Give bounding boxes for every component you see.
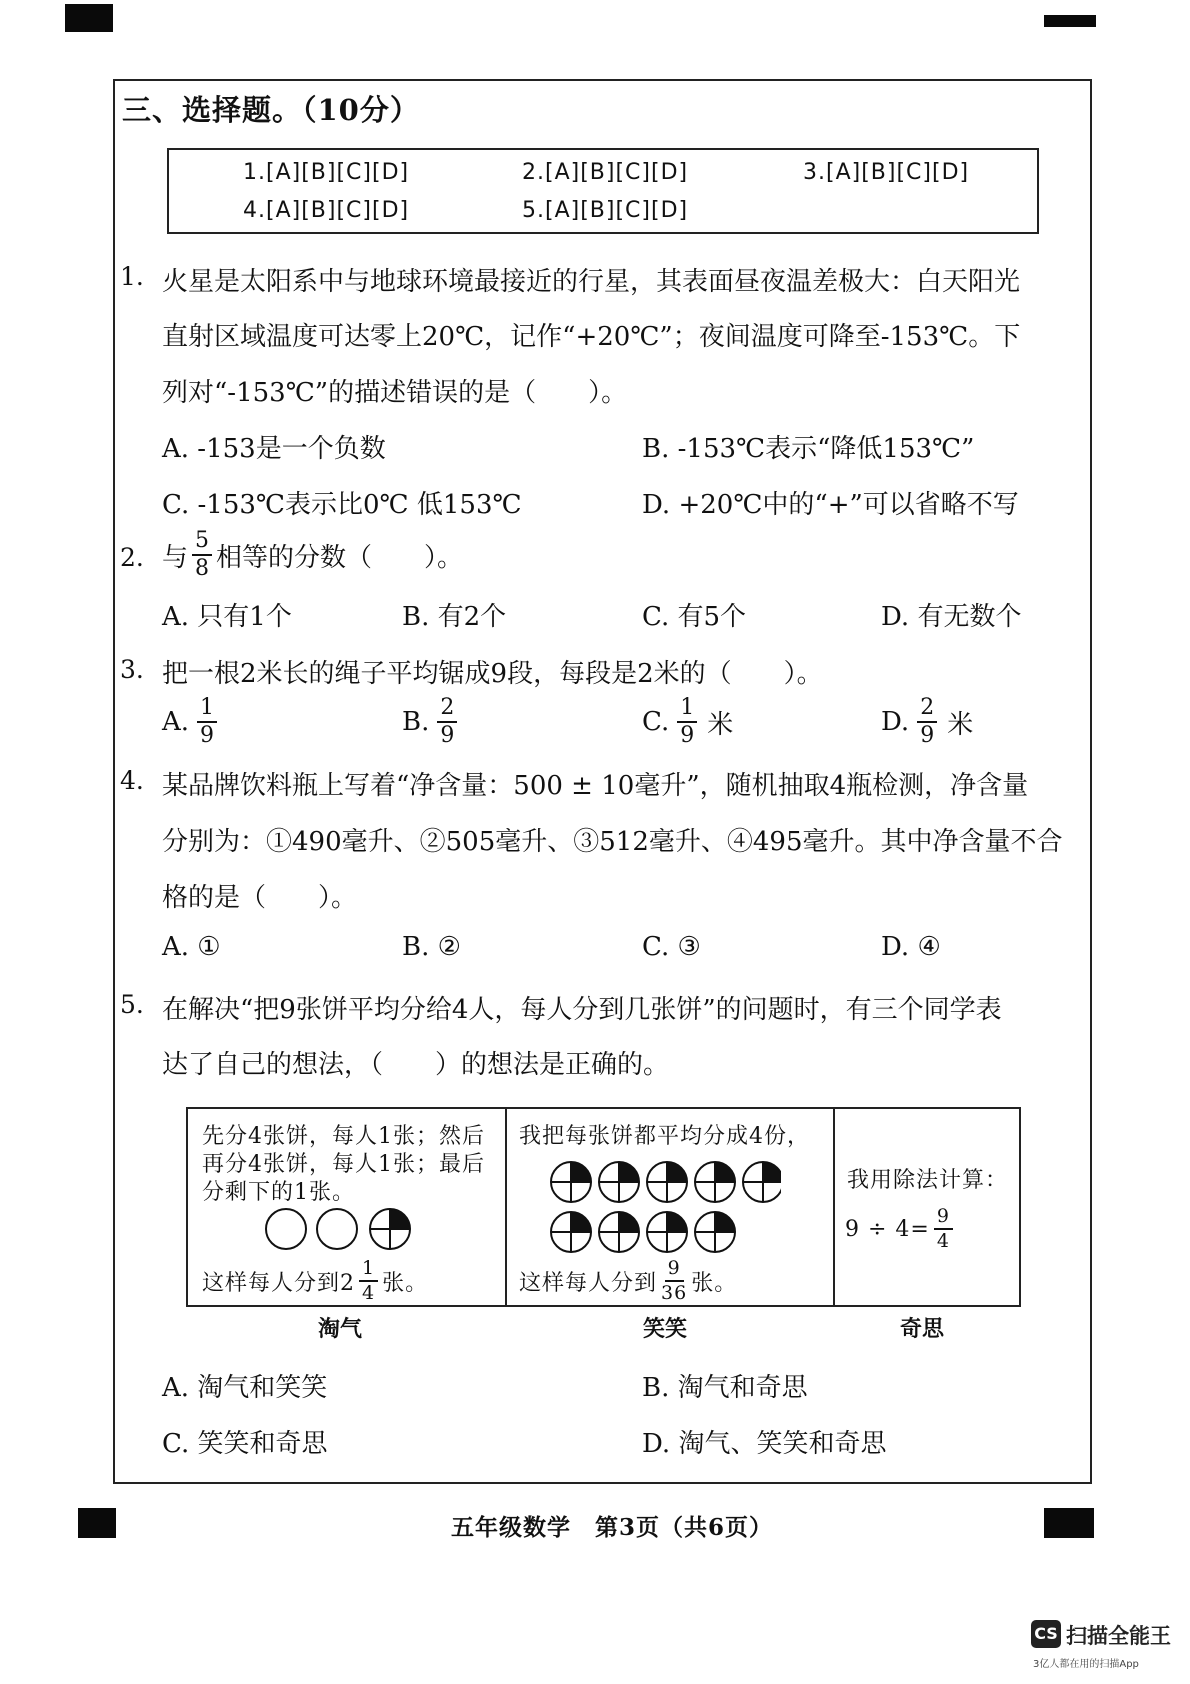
xiaoxiao-result-numerator: 9 [665, 1259, 684, 1282]
scanner-app-name: 扫描全能王 [1066, 1624, 1171, 1648]
answer-item-5[interactable]: 5.[A][B][C][D] [522, 198, 689, 223]
whole-pancake-icon [317, 1209, 357, 1249]
q4-option-c[interactable]: C. ③ [642, 932, 701, 962]
taoqi-result-post: 张。 [382, 1270, 429, 1296]
q3-option-c-denominator: 9 [680, 723, 695, 748]
taoqi-cell [188, 1109, 507, 1305]
xiaoxiao-result-denominator: 36 [661, 1282, 688, 1304]
quartered-pancake-icon [599, 1162, 639, 1202]
q1-line-3: 列对“-153℃”的描述错误的是（ ）。 [162, 378, 628, 408]
q3-option-c-fraction [677, 697, 697, 747]
q3-option-b[interactable] [402, 697, 461, 747]
taoqi-text-3: 分剩下的1张。 [202, 1180, 355, 1205]
q3-option-d[interactable] [881, 697, 973, 747]
xiaoxiao-result-pre: 这样每人分到 [519, 1270, 658, 1296]
q3-option-d-letter: D. [881, 707, 910, 737]
q4-line-1: 某品牌饮料瓶上写着“净含量：500 ± 10毫升”，随机抽取4瓶检测，净含量 [162, 771, 1029, 801]
quartered-pancake-icon [647, 1162, 687, 1202]
qisi-fraction [934, 1207, 953, 1251]
ideas-table [186, 1107, 1021, 1307]
q1-option-c[interactable]: C. -153℃表示比0℃ 低153℃ [162, 490, 522, 520]
q2-option-d[interactable]: D. 有无数个 [881, 602, 1022, 632]
q3-option-c[interactable] [642, 697, 733, 747]
taoqi-result-numerator: 1 [359, 1259, 378, 1282]
answer-item-1[interactable]: 1.[A][B][C][D] [243, 160, 410, 185]
q3-option-c-unit: 米 [707, 709, 734, 740]
q1-option-b[interactable]: B. -153℃表示“降低153℃” [642, 434, 975, 464]
q2-fraction [192, 530, 212, 580]
name-xiaoxiao: 笑笑 [643, 1316, 688, 1342]
q2-post: 相等的分数（ ）。 [216, 542, 464, 573]
quartered-pancake-icon [695, 1162, 735, 1202]
q3-option-b-numerator: 2 [437, 697, 457, 723]
q5-number: 5. [120, 990, 144, 1019]
qisi-denominator: 4 [936, 1230, 950, 1252]
quartered-pancake-icon [551, 1212, 591, 1252]
q1-option-a[interactable]: A. -153是一个负数 [162, 434, 386, 464]
q3-option-a-fraction [197, 697, 217, 747]
q2-fraction-numerator: 5 [192, 530, 212, 556]
section-title: 三、选择题。（10分） [122, 93, 420, 127]
taoqi-result [202, 1259, 428, 1303]
q3-option-d-unit: 米 [947, 709, 974, 740]
quartered-pancake-icon [551, 1162, 591, 1202]
registration-mark-bottom-right [1044, 1508, 1094, 1538]
xiaoxiao-result-post: 张。 [691, 1270, 738, 1296]
xiaoxiao-pancake-diagram [549, 1159, 781, 1259]
q4-line-3: 格的是（ ）。 [162, 883, 358, 913]
name-taoqi: 淘气 [318, 1316, 363, 1342]
q5-line-2: 达了自己的想法，（ ）的想法是正确的。 [162, 1050, 670, 1080]
xiaoxiao-result-fraction [661, 1259, 687, 1303]
name-qisi: 奇思 [900, 1316, 945, 1342]
q3-option-c-numerator: 1 [677, 697, 697, 723]
q4-line-2: 分别为：①490毫升、②505毫升、③512毫升、④495毫升。其中净含量不合 [162, 827, 1063, 857]
quartered-pancake-icon [743, 1162, 781, 1202]
q5-option-a[interactable]: A. 淘气和笑笑 [162, 1373, 328, 1403]
q3-option-a-numerator: 1 [197, 697, 217, 723]
q5-option-c[interactable]: C. 笑笑和奇思 [162, 1429, 328, 1459]
answer-sheet-box [167, 148, 1039, 234]
q2-number: 2. [120, 543, 144, 572]
registration-mark-top-right [1044, 15, 1096, 27]
xiaoxiao-text-1: 我把每张饼都平均分成4份， [519, 1124, 810, 1149]
taoqi-pancake-diagram [265, 1206, 435, 1252]
q1-option-d[interactable]: D. +20℃中的“+”可以省略不写 [642, 490, 1019, 520]
q3-option-d-fraction [917, 697, 937, 747]
quarter-pancake-icon [370, 1209, 410, 1249]
q3-option-a-denominator: 9 [200, 723, 215, 748]
registration-mark-top-left [65, 4, 113, 32]
q3-number: 3. [120, 655, 144, 684]
page-footer: 五年级数学 第3页（共6页） [451, 1514, 774, 1541]
q3-option-d-numerator: 2 [917, 697, 937, 723]
qisi-expression [845, 1207, 957, 1251]
whole-pancake-icon [266, 1209, 306, 1249]
q2-fraction-denominator: 8 [195, 556, 210, 581]
xiaoxiao-result [519, 1259, 737, 1303]
q2-stem [162, 530, 463, 580]
q3-option-b-denominator: 9 [440, 723, 455, 748]
quartered-pancake-icon [599, 1212, 639, 1252]
qisi-text-1: 我用除法计算： [847, 1168, 1009, 1193]
q3-option-d-denominator: 9 [920, 723, 935, 748]
q4-option-b[interactable]: B. ② [402, 932, 461, 962]
q1-number: 1. [120, 262, 144, 291]
qisi-numerator: 9 [934, 1207, 953, 1230]
q3-option-a-letter: A. [162, 707, 190, 737]
taoqi-result-pre: 这样每人分到2 [202, 1270, 355, 1296]
registration-mark-bottom-left [78, 1508, 116, 1538]
q5-option-b[interactable]: B. 淘气和奇思 [642, 1373, 808, 1403]
q3-option-a[interactable] [162, 697, 221, 747]
answer-item-3[interactable]: 3.[A][B][C][D] [803, 160, 970, 185]
q1-line-2: 直射区域温度可达零上20℃，记作“+20℃”；夜间温度可降至-153℃。下 [162, 322, 1021, 352]
q3-option-b-letter: B. [402, 707, 430, 737]
q2-option-c[interactable]: C. 有5个 [642, 602, 747, 632]
qisi-expr: 9 ÷ 4= [845, 1216, 930, 1242]
xiaoxiao-cell [507, 1109, 835, 1305]
q2-pre: 与 [162, 542, 189, 573]
q3-option-b-fraction [437, 697, 457, 747]
answer-item-2[interactable]: 2.[A][B][C][D] [522, 160, 689, 185]
taoqi-result-denominator: 4 [362, 1282, 376, 1304]
q3-stem: 把一根2米长的绳子平均锯成9段，每段是2米的（ ）。 [162, 659, 823, 689]
quartered-pancake-icon [647, 1212, 687, 1252]
scanner-app-tagline: 3亿人都在用的扫描App [1033, 1659, 1139, 1670]
q5-line-1: 在解决“把9张饼平均分给4人，每人分到几张饼”的问题时，有三个同学表 [162, 995, 1002, 1025]
taoqi-text-1: 先分4张饼，每人1张；然后 [202, 1124, 485, 1149]
q4-number: 4. [120, 766, 144, 795]
answer-item-4[interactable]: 4.[A][B][C][D] [243, 198, 410, 223]
q2-option-b[interactable]: B. 有2个 [402, 602, 507, 632]
quartered-pancake-icon [695, 1212, 735, 1252]
q4-option-a[interactable]: A. ① [162, 932, 221, 962]
q1-line-1: 火星是太阳系中与地球环境最接近的行星，其表面昼夜温差极大：白天阳光 [162, 267, 1021, 297]
taoqi-text-2: 再分4张饼，每人1张；最后 [202, 1152, 485, 1177]
q4-option-d[interactable]: D. ④ [881, 932, 941, 962]
qisi-cell [835, 1109, 1019, 1305]
q5-option-d[interactable]: D. 淘气、笑笑和奇思 [642, 1429, 887, 1459]
q3-option-c-letter: C. [642, 707, 670, 737]
q2-option-a[interactable]: A. 只有1个 [162, 602, 292, 632]
scanner-logo-icon: CS [1031, 1620, 1061, 1648]
taoqi-result-fraction [359, 1259, 378, 1303]
